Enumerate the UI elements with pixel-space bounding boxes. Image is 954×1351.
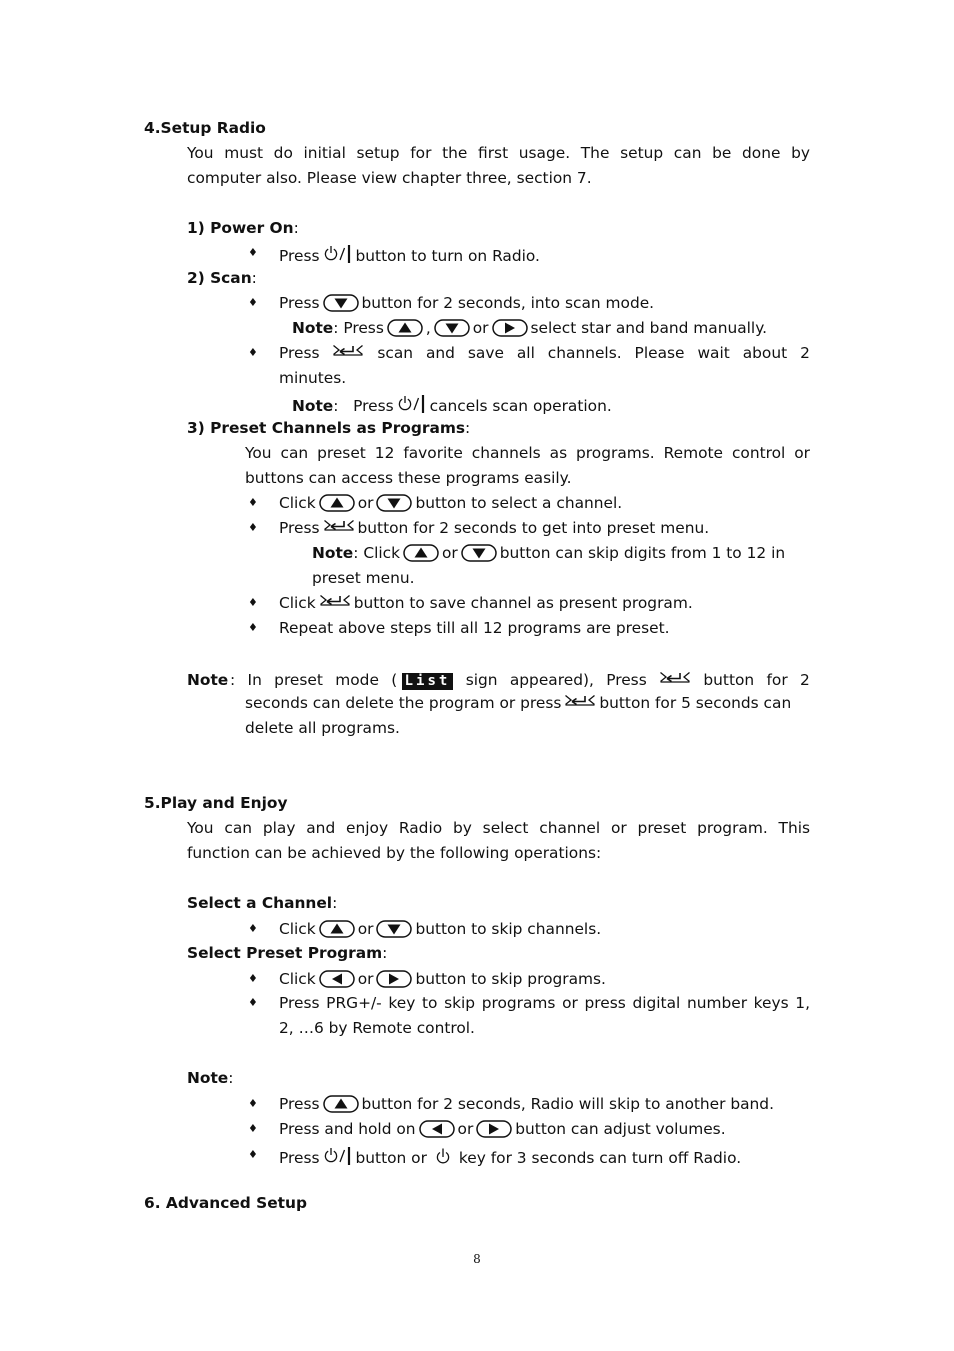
preset-mode-note-line-1: : In preset mode ( List sign appeared), Press button for 2 — [230, 671, 810, 689]
preset-step-2: Press button for 2 seconds to get into preset menu. — [279, 519, 710, 537]
right-arrow-button-icon — [476, 1120, 512, 1138]
up-arrow-button-icon — [403, 544, 439, 562]
enter-key-icon — [564, 694, 596, 712]
bullet: ♦ — [248, 296, 258, 309]
bullet: ♦ — [248, 621, 258, 634]
bullet: ♦ — [248, 246, 258, 259]
scan-note-1: Note: Press , or select star and band manually. — [292, 319, 768, 337]
preset-mode-note-line-2: seconds can delete the program or press button for 5 seconds can — [245, 694, 792, 712]
bullet: ♦ — [248, 922, 258, 935]
enter-key-icon — [659, 671, 691, 689]
left-arrow-button-icon — [319, 970, 355, 988]
preset-mode-note-line-3: delete all programs. — [245, 719, 400, 737]
down-arrow-button-icon — [434, 319, 470, 337]
scan-step-2: Press scan and save all channels. Please wait about 2 — [279, 344, 810, 362]
bullet: ♦ — [248, 596, 258, 609]
left-arrow-button-icon — [419, 1120, 455, 1138]
enter-key-icon — [319, 594, 351, 612]
select-preset-step-2: Press PRG+/- key to skip programs or press digital number keys 1, — [279, 994, 810, 1012]
select-channel-step: Click or button to skip channels. — [279, 920, 602, 938]
scan-step-2-cont: minutes. — [279, 369, 347, 387]
bullet: ♦ — [248, 346, 258, 359]
preset-note: Note: Click or button can skip digits from 1 to 12 in — [312, 544, 786, 562]
subheading-preset-channels: 3) Preset Channels as Programs: — [187, 419, 471, 437]
scan-step-1: Press button for 2 seconds, into scan mode. — [279, 294, 655, 312]
intro-line: You can play and enjoy Radio by select channel or preset program. This — [187, 819, 810, 837]
up-arrow-button-icon — [319, 920, 355, 938]
bullet: ♦ — [248, 1148, 258, 1161]
bullet: ♦ — [248, 496, 258, 509]
bullet: ♦ — [248, 521, 258, 534]
subheading-scan: 2) Scan: — [187, 269, 257, 287]
select-preset-step-1: Click or button to skip programs. — [279, 970, 606, 988]
bullet: ♦ — [248, 1097, 258, 1110]
power-standby-icon — [397, 393, 427, 415]
preset-step-3: Click button to save channel as present program. — [279, 594, 693, 612]
note-item-3: Press button or key for 3 seconds can turn off Radio. — [279, 1145, 741, 1168]
power-on-step: Press button to turn on Radio. — [279, 243, 540, 266]
list-sign-icon: List — [402, 670, 454, 690]
preset-note-cont: preset menu. — [312, 569, 415, 587]
subheading-select-channel: Select a Channel: — [187, 894, 338, 912]
note-label: Note: — [187, 1069, 234, 1087]
right-arrow-button-icon — [376, 970, 412, 988]
intro-line: computer also. Please view chapter three, section 7. — [187, 169, 592, 187]
note-item-1: Press button for 2 seconds, Radio will skip to another band. — [279, 1095, 774, 1113]
subheading-power-on: 1) Power On: — [187, 219, 299, 237]
right-arrow-button-icon — [492, 319, 528, 337]
page-number: 8 — [473, 1252, 481, 1266]
note-item-2: Press and hold on or button can adjust volumes. — [279, 1120, 726, 1138]
section-heading-advanced-setup: 6. Advanced Setup — [144, 1194, 308, 1212]
enter-key-icon — [323, 519, 355, 537]
power-standby-icon — [323, 1145, 353, 1167]
bullet: ♦ — [248, 996, 258, 1009]
enter-key-icon — [332, 344, 364, 362]
preset-step-4: Repeat above steps till all 12 programs are preset. — [279, 619, 670, 637]
subheading-select-preset: Select Preset Program: — [187, 944, 388, 962]
section-heading-play-enjoy: 5.Play and Enjoy — [144, 794, 288, 812]
down-arrow-button-icon — [323, 294, 359, 312]
select-preset-step-2-cont: 2, …6 by Remote control. — [279, 1019, 475, 1037]
preset-intro-line: buttons can access these programs easily. — [245, 469, 572, 487]
bullet: ♦ — [248, 972, 258, 985]
up-arrow-button-icon — [319, 494, 355, 512]
down-arrow-button-icon — [461, 544, 497, 562]
down-arrow-button-icon — [376, 494, 412, 512]
section-heading-setup-radio: 4.Setup Radio — [144, 119, 266, 137]
power-icon — [435, 1147, 451, 1167]
down-arrow-button-icon — [376, 920, 412, 938]
up-arrow-button-icon — [387, 319, 423, 337]
intro-line: You must do initial setup for the first usage. The setup can be done by — [187, 144, 810, 162]
scan-note-2: Note: Press cancels scan operation. — [292, 393, 612, 416]
preset-step-1: Click or button to select a channel. — [279, 494, 623, 512]
intro-line: function can be achieved by the following operations: — [187, 844, 602, 862]
bullet: ♦ — [248, 1122, 258, 1135]
up-arrow-button-icon — [323, 1095, 359, 1113]
note-label: Note — [187, 671, 229, 689]
preset-intro-line: You can preset 12 favorite channels as programs. Remote control or — [245, 444, 810, 462]
power-standby-icon — [323, 243, 353, 265]
